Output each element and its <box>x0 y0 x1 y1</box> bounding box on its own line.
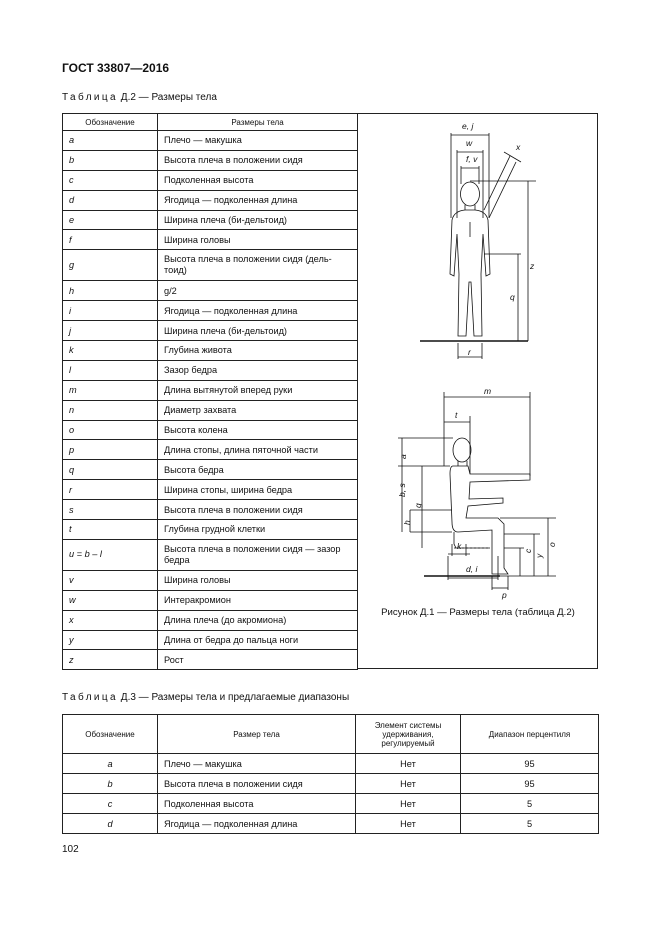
table-row <box>63 440 358 460</box>
row-dimension-name: Подколенная высота <box>158 794 356 814</box>
table-d3-header-adjustable: Элемент системы удерживания, регулируемый <box>356 715 461 754</box>
table-row <box>63 210 358 230</box>
table-row <box>63 460 358 480</box>
label-fv: f, v <box>466 154 478 164</box>
row-symbol: q <box>63 460 158 480</box>
label-h: h <box>402 520 412 525</box>
label-q: q <box>510 292 515 302</box>
label-c: c <box>523 548 533 553</box>
row-symbol: u = b – l <box>63 539 158 570</box>
label-z: z <box>530 261 535 271</box>
row-dimension-name: Ширина стопы, ширина бедра <box>158 480 358 500</box>
row-symbol: k <box>63 341 158 361</box>
row-dimension-name: Ягодица — подколенная длина <box>158 814 356 834</box>
table-row <box>63 150 358 170</box>
row-dimension-name: Длина вытянутой вперед руки <box>158 380 358 400</box>
label-x: x <box>516 142 521 152</box>
row-adjustable: Нет <box>356 754 461 774</box>
row-symbol: e <box>63 210 158 230</box>
row-symbol: i <box>63 301 158 321</box>
label-bs: b, s <box>397 483 407 497</box>
row-dimension-name: Плечо — макушка <box>158 754 356 774</box>
table-row <box>63 301 358 321</box>
row-dimension-name: Высота плеча в положении сидя <box>158 774 356 794</box>
table-d3-header-name: Размер тела <box>158 715 356 754</box>
table-row <box>63 400 358 420</box>
seated-figure <box>424 438 530 576</box>
row-symbol: t <box>63 520 158 540</box>
row-symbol: a <box>63 754 158 774</box>
table-row <box>63 570 358 590</box>
row-symbol: z <box>63 650 158 670</box>
row-dimension-name: Высота плеча в положении сидя <box>158 150 358 170</box>
label-o: o <box>547 542 557 547</box>
row-percentile: 95 <box>461 754 599 774</box>
table-row <box>63 650 358 670</box>
row-dimension-name: Диаметр захвата <box>158 400 358 420</box>
label-r: r <box>468 347 471 357</box>
row-dimension-name: Длина от бедра до пальца ноги <box>158 630 358 650</box>
table-d3 <box>62 714 599 834</box>
row-symbol: s <box>63 500 158 520</box>
row-symbol: a <box>63 131 158 151</box>
table-d3-header-percentile: Диапазон перцентиля <box>461 715 599 754</box>
label-y: y <box>534 553 544 558</box>
table-row <box>63 590 358 610</box>
table-d2-caption <box>62 92 217 103</box>
table-row <box>63 480 358 500</box>
table-row <box>63 131 358 151</box>
row-dimension-name: Высота плеча в положении сидя — зазор бедра <box>158 539 358 570</box>
row-symbol: j <box>63 321 158 341</box>
row-dimension-name: Длина плеча (до акромиона) <box>158 610 358 630</box>
table-row <box>63 610 358 630</box>
table-d3-header-symbol: Обозначение <box>63 715 158 754</box>
row-dimension-name: Высота плеча в положении сидя (дель-тоид) <box>158 250 358 281</box>
row-symbol: d <box>63 190 158 210</box>
row-dimension-name: Ягодица — подколенная длина <box>158 301 358 321</box>
row-symbol: c <box>63 794 158 814</box>
standing-figure <box>420 182 528 341</box>
row-symbol: r <box>63 480 158 500</box>
row-adjustable: Нет <box>356 774 461 794</box>
table-row <box>63 281 358 301</box>
table-d2-header-name: Размеры тела <box>158 114 358 131</box>
table-row <box>63 420 358 440</box>
table-d2-header-symbol: Обозначение <box>63 114 158 131</box>
table-row <box>63 774 599 794</box>
row-symbol: b <box>63 150 158 170</box>
row-dimension-name: Подколенная высота <box>158 170 358 190</box>
row-symbol: v <box>63 570 158 590</box>
row-symbol: b <box>63 774 158 794</box>
table-row <box>63 360 358 380</box>
row-symbol: h <box>63 281 158 301</box>
table-row <box>63 814 599 834</box>
row-dimension-name: Зазор бедра <box>158 360 358 380</box>
label-di: d, i <box>466 564 478 574</box>
row-symbol: x <box>63 610 158 630</box>
label-ej: e, j <box>462 121 474 131</box>
label-w: w <box>466 138 473 148</box>
table-d3-caption-label: Таблица <box>62 692 119 703</box>
table-row <box>63 794 599 814</box>
table-row <box>63 341 358 361</box>
table-row <box>63 190 358 210</box>
row-dimension-name: Высота колена <box>158 420 358 440</box>
row-percentile: 95 <box>461 774 599 794</box>
table-d2 <box>62 113 358 670</box>
label-k: k <box>457 541 462 551</box>
label-m: m <box>484 386 492 396</box>
table-row <box>63 380 358 400</box>
row-dimension-name: Ширина плеча (би-дельтоид) <box>158 321 358 341</box>
seated-dimension-lines <box>398 392 556 590</box>
label-p: p <box>502 590 507 600</box>
table-row <box>63 321 358 341</box>
table-row <box>63 230 358 250</box>
table-d3-caption <box>62 692 349 703</box>
row-dimension-name: Ширина головы <box>158 230 358 250</box>
row-symbol: o <box>63 420 158 440</box>
row-dimension-name: Высота бедра <box>158 460 358 480</box>
row-adjustable: Нет <box>356 814 461 834</box>
page-number: 102 <box>62 844 79 855</box>
table-row <box>63 539 358 570</box>
row-symbol: d <box>63 814 158 834</box>
table-row <box>63 754 599 774</box>
row-dimension-name: Плечо — макушка <box>158 131 358 151</box>
row-symbol: n <box>63 400 158 420</box>
row-percentile: 5 <box>461 794 599 814</box>
row-adjustable: Нет <box>356 794 461 814</box>
row-dimension-name: Глубина грудной клетки <box>158 520 358 540</box>
row-symbol: m <box>63 380 158 400</box>
row-dimension-name: Глубина живота <box>158 341 358 361</box>
row-dimension-name: Ширина плеча (би-дельтоид) <box>158 210 358 230</box>
row-symbol: f <box>63 230 158 250</box>
standing-dimension-lines <box>451 133 536 359</box>
table-row <box>63 500 358 520</box>
row-dimension-name: Ширина головы <box>158 570 358 590</box>
figure-caption: Рисунок Д.1 — Размеры тела (таблица Д.2) <box>381 607 575 618</box>
label-g: g <box>413 503 423 508</box>
body-dimensions-figure <box>358 114 598 604</box>
label-a: a <box>398 454 408 459</box>
table-d2-caption-text: Д.2 — Размеры тела <box>118 92 217 103</box>
row-symbol: y <box>63 630 158 650</box>
document-title: ГОСТ 33807—2016 <box>62 61 170 75</box>
table-d2-caption-label: Таблица <box>62 92 119 103</box>
table-row <box>63 170 358 190</box>
row-dimension-name: Рост <box>158 650 358 670</box>
table-d3-caption-text: Д.3 — Размеры тела и предлагаемые диапазоны <box>118 692 350 703</box>
row-dimension-name: Ягодица — подколенная длина <box>158 190 358 210</box>
row-symbol: p <box>63 440 158 460</box>
row-dimension-name: Интеракромион <box>158 590 358 610</box>
table-row <box>63 520 358 540</box>
row-percentile: 5 <box>461 814 599 834</box>
row-symbol: w <box>63 590 158 610</box>
row-symbol: c <box>63 170 158 190</box>
row-dimension-name: Длина стопы, длина пяточной части <box>158 440 358 460</box>
row-dimension-name: Высота плеча в положении сидя <box>158 500 358 520</box>
table-row <box>63 250 358 281</box>
label-t: t <box>455 410 458 420</box>
row-symbol: l <box>63 360 158 380</box>
table-row <box>63 630 358 650</box>
row-symbol: g <box>63 250 158 281</box>
figure-panel <box>358 113 598 669</box>
row-dimension-name: g/2 <box>158 281 358 301</box>
